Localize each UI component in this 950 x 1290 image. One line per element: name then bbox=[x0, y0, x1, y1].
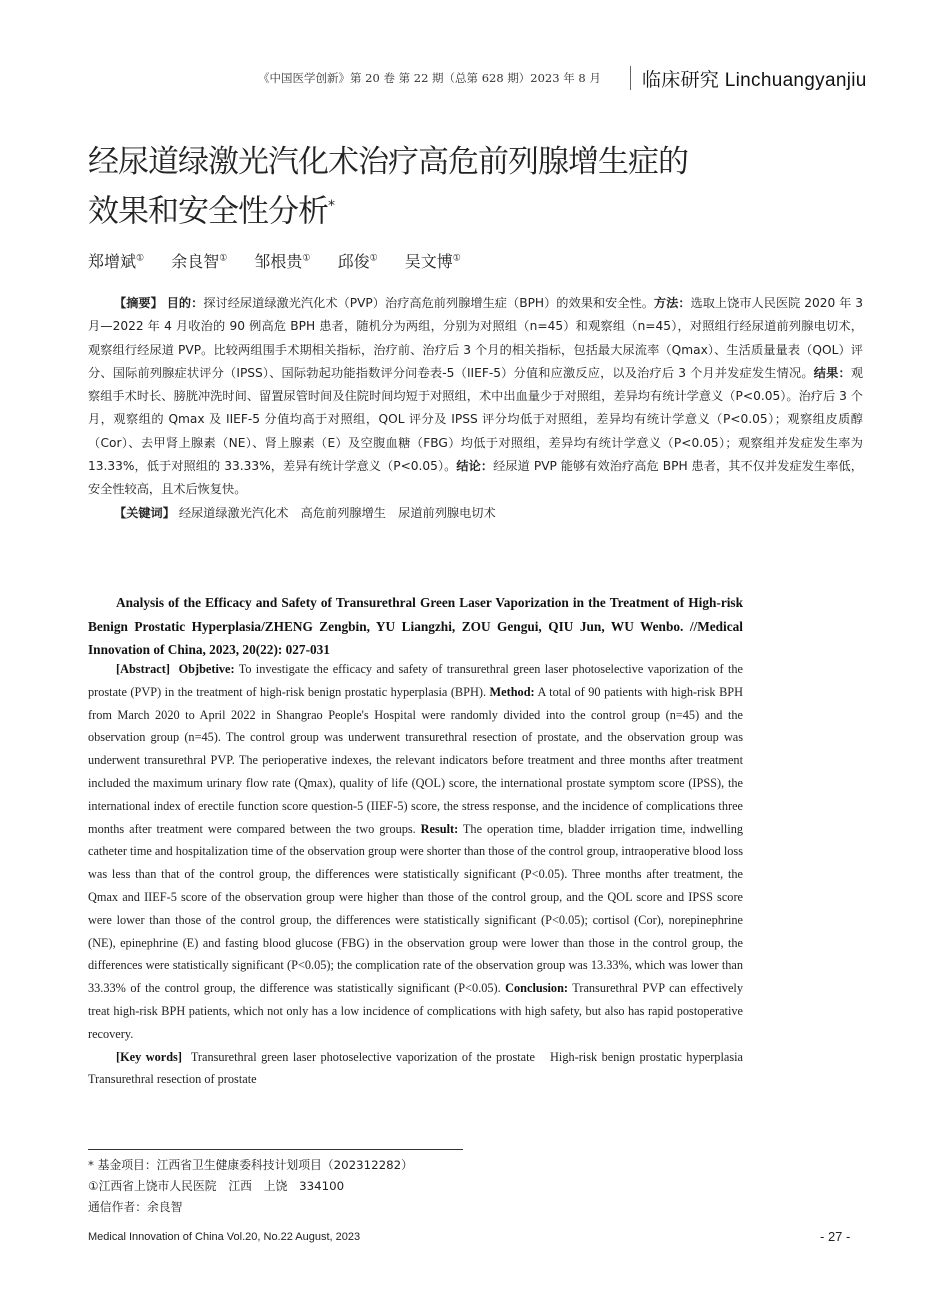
title-line-2: 效果和安全性分析 bbox=[88, 193, 328, 230]
conclusion-en: Transurethral PVP can effectively treat high-risk BPH patients, which not only has a low incidence of complications with high safety, but also has rapid postoperative recovery. bbox=[88, 981, 743, 1041]
journal-citation: 《中国医学创新》第 20 卷 第 22 期（总第 628 期）2023 年 8 月 bbox=[258, 71, 601, 85]
footnotes bbox=[88, 1155, 413, 1218]
title-fund-marker: * bbox=[328, 198, 334, 214]
abstract-label-en: [Abstract] bbox=[116, 662, 170, 676]
method-cn: 选取上饶市人民医院 2020 年 3 月—2022 年 4 月收治的 90 例高危 BPH 患者，随机分为两组，分别为对照组（n=45）和观察组（n=45），对照组行经尿道前列腺电切术，观察组行经尿道 PVP。比较两组围手术期相关指标，治疗前、治疗后 3 个月的相关指标，包括最大尿流率（Qmax）、生活质量量表（QOL）评分、国际前列腺症状评分（IPSS）、国际勃起功能指数评分问卷表-5（IIEF-5）分值和应激反应，以及治疗后 3 个月并发症发生情况。 bbox=[88, 296, 863, 380]
abstract-label-cn: 【摘要】 bbox=[114, 296, 163, 310]
objective-en: To investigate the efficacy and safety of transurethral green laser photoselective vaporization of the prostate (PVP) in the treatment of high-risk benign prostatic hyperplasia (BPH). bbox=[88, 662, 743, 699]
result-en: The operation time, bladder irrigation time, indwelling catheter time and hospitalization time of the observation group were shorter than those of the control group, intraoperative blood loss was less than that of the control group, the differences were statistically significant (P<0.05). Three months after treatment, the Qmax and IIEF-5 score of the observation group were higher than those of the control group, and the QOL score and IPSS score were lower than those of the control group, the differences were statistically significant (P<0.05); cortisol (Cor), norepinephrine (NE), epinephrine (E) and fasting blood glucose (FBG) in the observation group were lower than those in the control group, the differences were statistically significant (P<0.05); the complication rate of the observation group was 13.33%, which was lower than 33.33% of the control group, the difference was statistically significant (P<0.05). bbox=[88, 821, 743, 996]
footer-journal: Medical Innovation of China Vol.20, No.22 August, 2023 bbox=[88, 1231, 361, 1243]
keywords-en: [Key words] Transurethral green laser photoselective vaporization of the prostate High-risk benign prostatic hyperplasia Transurethral resection of prostate bbox=[88, 1049, 756, 1087]
result-cn: 观察组手术时长、膀胱冲洗时间、留置尿管时间及住院时间均短于对照组，术中出血量少于对照组，差异均有统计学意义（P<0.05）。治疗后 3 个月，观察组的 Qmax 及 IIEF-5 分值均高于对照组，QOL 评分及 IPSS 评分均低于对照组，差异均有统计学意义（P<0.05）；观察组皮质醇（Cor）、去甲肾上腺素（NE）、肾上腺素（E）及空腹血糖（FBG）均低于对照组，差异均有统计学意义（P<0.05）；观察组并发症发生率为 13.33%，低于对照组的 33.33%，差异有统计学意义（P<0.05）。 bbox=[88, 365, 863, 474]
objective-cn: 探讨经尿道绿激光汽化术（PVP）治疗高危前列腺增生症（BPH）的效果和安全性。 bbox=[203, 296, 654, 310]
title-line-1: 经尿道绿激光汽化术治疗高危前列腺增生症的 bbox=[88, 144, 688, 180]
section-label: 临床研究 Linchuangyanjiu bbox=[642, 70, 867, 91]
english-abstract: [Abstract] Objbetive: To investigate the efficacy and safety of transurethral green laser photoselective vaporization of the prostate (PVP) in the treatment of high-risk benign prostatic hyperplasia (BPH). Method: A total of 90 patients with high-risk BPH from March 2020 to April 2022 in Shangrao People's Hospital were randomly divided into the control group (n=45) and the observation group (n=45). The control group was underwent transurethral resection of prostate, and the observation group was underwent transurethral PVP. The perioperative indexes, the relevant indicators before treatment and three months after treatment included the maximum urinary flow rate (Qmax), quality of life (QOL) score, the international prostate symptom score (IPSS), the international index of erectile function score question-5 (IIEF-5) score, the stress response, and the incidence of complications three months after treatment were compared between the two groups. Result: The operation time, bladder irrigation time, indwelling catheter time and hospitalization time of the observation group were shorter than those of the control group, intraoperative blood loss was less than that of the control group, the differences were statistically significant (P<0.05). Three months after treatment, the Qmax and IIEF-5 score of the observation group were higher than those of the control group, and the QOL score and IPSS score were lower than those of the control group, the differences were statistically significant (P<0.05); cortisol (Cor), norepinephrine (NE), epinephrine (E) and fasting blood glucose (FBG) in the observation group were lower than those in the control group, the differences were statistically significant (P<0.05); the complication rate of the observation group was 13.33%, which was lower than 33.33% of the control group, the difference was statistically significant (P<0.05). Conclusion: Transurethral PVP can effectively treat high-risk BPH patients, which not only has a low incidence of complications with high safety, but also has rapid postoperative recovery. [Key words] Transurethral green laser photoselective vaporization of the prostate High-risk benign prostatic hyperplasia Transurethral resection of prostate bbox=[88, 658, 743, 1091]
affiliation-note: ①江西省上饶市人民医院 江西 上饶 334100 bbox=[88, 1179, 345, 1193]
author: 余良智① bbox=[171, 252, 228, 271]
english-title-citation: Analysis of the Efficacy and Safety of Transurethral Green Laser Vaporization in the Treatment of High-risk Benign Prostatic Hyperplasia/ZHENG Zengbin, YU Liangzhi, ZOU Gengui, QIU Jun, WU Wenbo. //Medical Innovation of China, 2023, 20(22): 027-031 bbox=[88, 595, 743, 657]
method-en: A total of 90 patients with high-risk BPH from March 2020 to April 2022 in Shangrao People's Hospital were randomly divided into the control group (n=45) and the observation group (n=45). The control group was underwent transurethral resection of prostate, and the observation group was underwent transurethral PVP. The perioperative indexes, the relevant indicators before treatment and three months after treatment included the maximum urinary flow rate (Qmax), quality of life (QOL) score, the international prostate symptom score (IPSS), the international index of erectile function score question-5 (IIEF-5) score, the stress response, and the incidence of complications three months after treatment were compared between the two groups. bbox=[88, 684, 744, 836]
page-number: - 27 - bbox=[820, 1229, 851, 1244]
author-list bbox=[88, 249, 483, 272]
author: 邹根贵① bbox=[254, 252, 311, 271]
author: 吴文博① bbox=[404, 252, 461, 271]
author: 郑增斌① bbox=[88, 252, 145, 271]
keywords-cn: 【关键词】 经尿道绿激光汽化术 高危前列腺增生 尿道前列腺电切术 bbox=[114, 505, 496, 520]
corresponding-author: 通信作者：余良智 bbox=[88, 1200, 183, 1214]
author: 邱俊① bbox=[337, 252, 378, 271]
conclusion-cn: 经尿道 PVP 能够有效治疗高危 BPH 患者，其不仅并发症发生率低，安全性较高，且术后恢复快。 bbox=[88, 459, 863, 497]
footnote-divider bbox=[88, 1149, 463, 1150]
article-title bbox=[88, 140, 868, 233]
header-divider bbox=[630, 66, 631, 90]
fund-note: * 基金项目：江西省卫生健康委科技计划项目（202312282） bbox=[88, 1158, 413, 1172]
chinese-abstract: 【摘要】 目的：探讨经尿道绿激光汽化术（PVP）治疗高危前列腺增生症（BPH）的效果和安全性。方法：选取上饶市人民医院 2020 年 3 月—2022 年 4 月收治的 90 例高危 BPH 患者，随机分为两组，分别为对照组（n=45）和观察组（n=45），对照组行经尿道前列腺电切术，观察组行经尿道 PVP。比较两组围手术期相关指标，治疗前、治疗后 3 个月的相关指标，包括最大尿流率（Qmax）、生活质量量表（QOL）评分、国际前列腺症状评分（IPSS）、国际勃起功能指数评分问卷表-5（IIEF-5）分值和应激反应，以及治疗后 3 个月并发症发生情况。结果：观察组手术时长、膀胱冲洗时间、留置尿管时间及住院时间均短于对照组，术中出血量少于对照组，差异均有统计学意义（P<0.05）。治疗后 3 个月，观察组的 Qmax 及 IIEF-5 分值均高于对照组，QOL 评分及 IPSS 评分均低于对照组，差异均有统计学意义（P<0.05）；观察组皮质醇（Cor）、去甲肾上腺素（NE）、肾上腺素（E）及空腹血糖（FBG）均低于对照组，差异均有统计学意义（P<0.05）；观察组并发症发生率为 13.33%，低于对照组的 33.33%，差异有统计学意义（P<0.05）。结论：经尿道 PVP 能够有效治疗高危 BPH 患者，其不仅并发症发生率低，安全性较高，且术后恢复快。 【关键词】 经尿道绿激光汽化术 高危前列腺增生 尿道前列腺电切术 bbox=[88, 292, 863, 525]
running-header bbox=[0, 62, 950, 98]
